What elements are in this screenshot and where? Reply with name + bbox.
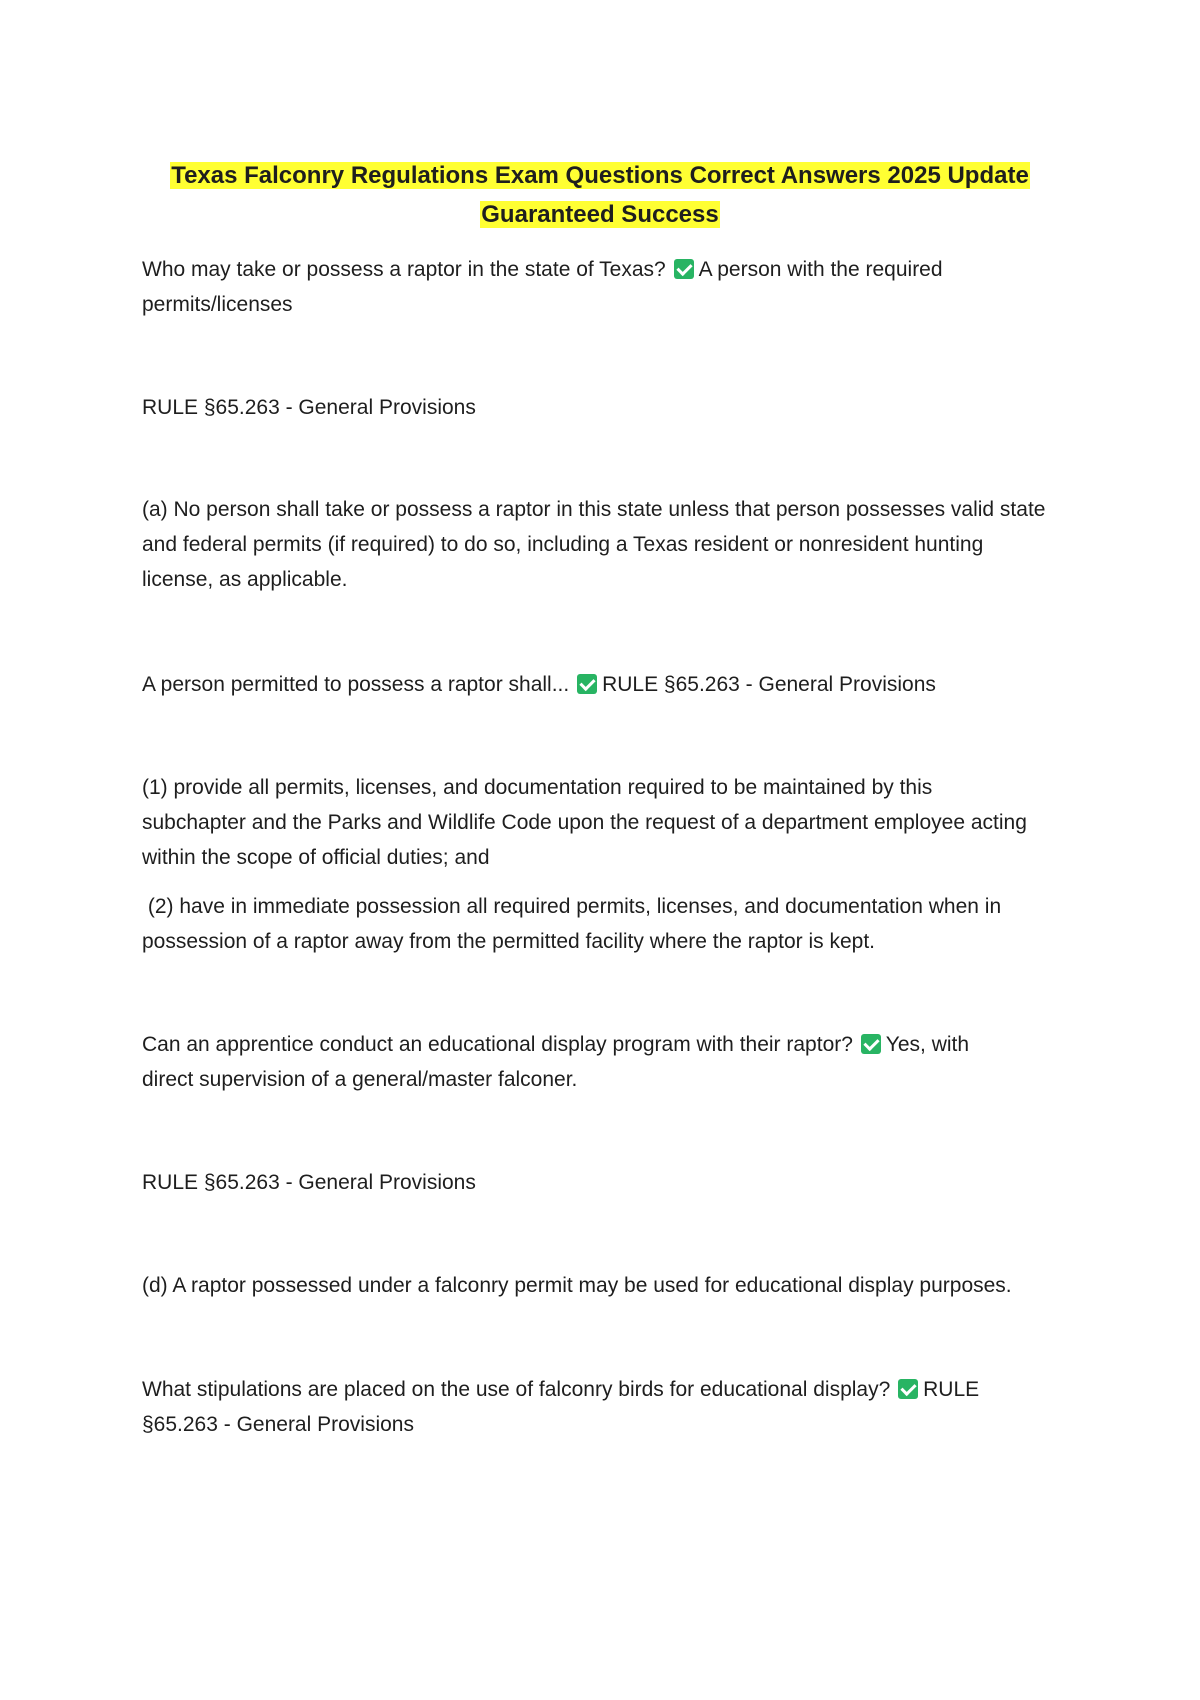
title-line-1: Texas Falconry Regulations Exam Questions Correct Answers 2025 Update <box>171 162 1029 189</box>
question-1-text: Who may take or possess a raptor in the state of Texas? <box>142 258 666 281</box>
question-1 <box>142 252 1072 322</box>
question-2-text: A person permitted to possess a raptor shall... <box>142 673 570 696</box>
paragraph-1-line1: (1) provide all permits, licenses, and documentation required to be maintained by this <box>142 776 933 799</box>
paragraph-a-line3: license, as applicable. <box>142 568 348 591</box>
answer-4-text-line1: RULE <box>923 1378 980 1401</box>
question-2 <box>142 667 1072 702</box>
question-4 <box>142 1372 1072 1442</box>
question-3 <box>142 1027 1072 1097</box>
checkmark-icon <box>861 1034 881 1054</box>
paragraph-2-line2: possession of a raptor away from the permitted facility where the raptor is kept. <box>142 930 876 953</box>
paragraph-d: (d) A raptor possessed under a falconry permit may be used for educational display purposes. <box>142 1274 1012 1297</box>
answer-4-text-line2: §65.263 - General Provisions <box>142 1413 414 1436</box>
checkmark-icon <box>674 259 694 279</box>
rule-heading-2: RULE §65.263 - General Provisions <box>142 1171 476 1194</box>
paragraph-a-line2: and federal permits (if required) to do so, including a Texas resident or nonresident hunting <box>142 533 984 556</box>
paragraph-2 <box>142 889 1072 959</box>
question-3-text: Can an apprentice conduct an educational display program with their raptor? <box>142 1033 853 1056</box>
answer-3-text-line1: Yes, with <box>885 1033 970 1056</box>
answer-2-text: RULE §65.263 - General Provisions <box>602 673 936 696</box>
answer-1-text-line1: A person with the required <box>698 258 943 281</box>
paragraph-a-line1: (a) No person shall take or possess a raptor in this state unless that person possesses valid state <box>142 498 1046 521</box>
paragraph-1 <box>142 770 1072 875</box>
document-title <box>120 156 1080 234</box>
rule-heading-1: RULE §65.263 - General Provisions <box>142 396 476 419</box>
checkmark-icon <box>898 1379 918 1399</box>
title-line-2: Guaranteed Success <box>481 201 719 228</box>
answer-1-text-line2: permits/licenses <box>142 293 293 316</box>
paragraph-1-line3: within the scope of official duties; and <box>142 846 490 869</box>
question-4-text: What stipulations are placed on the use of falconry birds for educational display? <box>142 1378 891 1401</box>
paragraph-a <box>142 492 1072 597</box>
paragraph-2-line1: (2) have in immediate possession all required permits, licenses, and documentation when in <box>142 895 1002 918</box>
answer-3-text-line2: direct supervision of a general/master falconer. <box>142 1068 578 1091</box>
checkmark-icon <box>577 674 597 694</box>
paragraph-1-line2: subchapter and the Parks and Wildlife Code upon the request of a department employee acting <box>142 811 1027 834</box>
